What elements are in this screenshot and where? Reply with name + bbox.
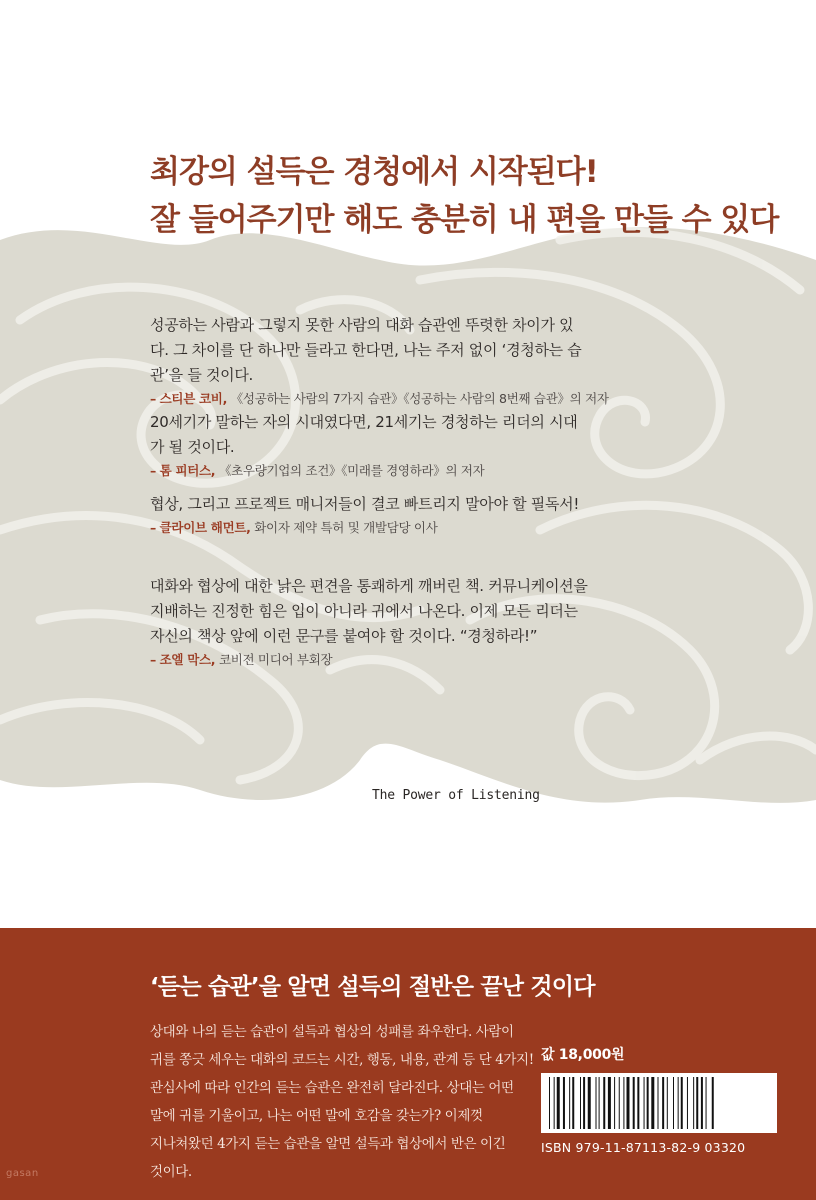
endorsement-attribution xyxy=(150,649,590,671)
endorser-name: 조엘 막스, xyxy=(159,652,216,667)
barcode xyxy=(541,1073,777,1133)
price-label: 값 18,000원 xyxy=(541,1047,625,1063)
publisher-logo: gasan xyxy=(6,1168,39,1179)
endorsement-quote: 20세기가 말하는 자의 시대였다면, 21세기는 경청하는 리더의 시대가 될 것이다. xyxy=(150,413,578,456)
endorser-role: 코비전 미디어 부회장 xyxy=(218,652,333,667)
endorsement-2 xyxy=(150,410,590,482)
endorsement-1 xyxy=(150,313,609,410)
attribution-dash: – xyxy=(150,463,156,478)
endorser-name: 클라이브 해먼트, xyxy=(159,520,251,535)
endorser-role: 화이자 제약 특허 및 개발담당 이사 xyxy=(254,520,438,535)
headline-line-1: 최강의 설득은 경청에서 시작된다! xyxy=(150,154,598,190)
attribution-dash: – xyxy=(150,391,156,406)
english-subtitle: The Power of Listening xyxy=(372,788,540,803)
tagline: ‘듣는 습관’을 알면 설득의 절반은 끝난 것이다 xyxy=(150,974,595,1000)
endorser-name: 톰 피터스, xyxy=(159,463,216,478)
attribution-dash: – xyxy=(150,520,156,535)
book-blurb: 상대와 나의 듣는 습관이 설득과 협상의 성패를 좌우한다. 사람이 귀를 쫑긋 세우는 대화의 코드는 시간, 행동, 내용, 관계 등 단 4가지! 관심사에 따라 인간의 듣는 습관은 완전히 달라진다. 상대는 어떤 말에 귀를 기울이고, 나는 어떤 말에 호감을 갖는가? 이제껏 지나쳐왔던 4가지 듣는 습관을 알면 설득과 협상에서 반은 이긴 것이다. xyxy=(150,1024,534,1180)
isbn-number: ISBN 979-11-87113-82-9 03320 xyxy=(541,1140,746,1155)
endorser-role: 《성공하는 사람의 7가지 습관》《성공하는 사람의 8번째 습관》의 저자 xyxy=(230,391,609,406)
endorsement-attribution xyxy=(150,460,590,482)
barcode-icon xyxy=(541,1073,777,1133)
endorsement-quote: 대화와 협상에 대한 낡은 편견을 통쾌하게 깨버린 책. 커뮤니케이션을 지배하는 진정한 힘은 입이 아니라 귀에서 나온다. 이제 모든 리더는 자신의 책상 앞에 이런 문구를 붙여야 할 것이다. “경청하라!” xyxy=(150,577,588,645)
endorsement-quote: 협상, 그리고 프로젝트 매니저들이 결코 빠트리지 말아야 할 필독서! xyxy=(150,495,580,513)
endorsement-attribution xyxy=(150,517,590,539)
headline-line-2: 잘 들어주기만 해도 충분히 내 편을 만들 수 있다 xyxy=(150,202,779,238)
endorsement-4 xyxy=(150,574,590,671)
endorser-name: 스티븐 코비, xyxy=(159,391,228,406)
endorsement-3 xyxy=(150,492,590,539)
attribution-dash: – xyxy=(150,652,156,667)
endorser-role: 《초우량기업의 조건》《미래를 경영하라》의 저자 xyxy=(218,463,485,478)
endorsement-quote: 성공하는 사람과 그렇지 못한 사람의 대화 습관엔 뚜렷한 차이가 있다. 그 차이를 단 하나만 들라고 한다면, 나는 주저 없이 ‘경청하는 습관’을 들 것이다. xyxy=(150,316,582,384)
endorsement-attribution xyxy=(150,388,609,410)
